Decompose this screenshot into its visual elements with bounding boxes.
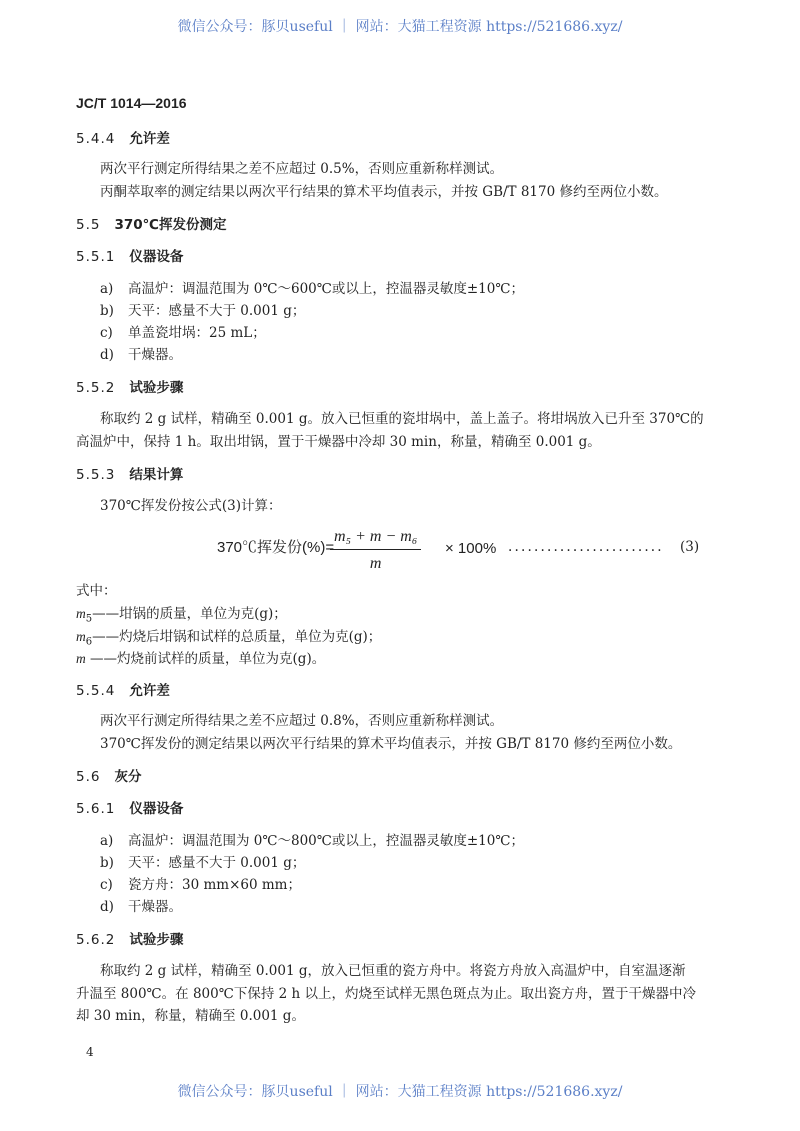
watermark-header: 微信公众号：豚贝useful ｜ 网站：大猫工程资源 https://521686.xyz/ (177, 19, 623, 35)
paragraph: 高温炉中，保持 1 h。取出坩锅，置于干燥器中冷却 30 min，称量，精确至 0.001 g。 (76, 434, 601, 450)
paragraph: 升温至 800℃。在 800℃下保持 2 h 以上，灼烧至试样无黑色斑点为止。取出瓷方舟，置于干燥器中冷 (76, 986, 696, 1002)
page-number: 4 (86, 1045, 94, 1059)
list-item: c) 瓷方舟：30 mm×60 mm； (100, 877, 301, 893)
list-item: b) 天平：感量不大于 0.001 g； (100, 855, 306, 871)
variable-definition: m ——灼烧前试样的质量，单位为克(g)。 (76, 651, 326, 667)
variable-definition: $m_6——$灼烧后坩锅和试样的总质量，单位为克(g)； (76, 629, 382, 648)
heading-5-6-1: 5.6.1 仪器设备 (76, 801, 184, 817)
heading-5-5-3: 5.5.3 结果计算 (76, 467, 184, 483)
heading-5-5: 5.5 370℃挥发份测定 (76, 217, 227, 233)
paragraph: 370℃挥发份的测定结果以两次平行结果的算术平均值表示，并按 GB/T 8170 修约至两位小数。 (100, 736, 682, 752)
heading-5-5-4: 5.5.4 允许差 (76, 683, 170, 699)
formula-factor: × 100% (445, 540, 497, 557)
denominator: m (369, 555, 382, 572)
document-code: JC/T 1014—2016 (76, 95, 187, 111)
paragraph: 两次平行测定所得结果之差不应超过 0.8%，否则应重新称样测试。 (100, 713, 504, 729)
heading-5-6: 5.6 灰分 (76, 769, 142, 785)
list-item: b) 天平：感量不大于 0.001 g； (100, 303, 306, 319)
paragraph: 称取约 2 g 试样，精确至 0.001 g。放入已恒重的瓷坩埚中，盖上盖子。将坩埚放入已升至 370℃的 (100, 411, 704, 427)
formula-lhs: 370℃挥发份(%)= (217, 539, 335, 556)
formula-dots: ........................ (508, 539, 664, 555)
formula-intro: 370℃挥发份按公式(3)计算： (100, 498, 282, 514)
list-item: a) 高温炉：调温范围为 0℃～600℃或以上，控温器灵敏度±10℃； (100, 281, 524, 297)
list-item: d) 干燥器。 (100, 347, 182, 363)
heading-5-6-2: 5.6.2 试验步骤 (76, 932, 184, 948)
formula-fraction (330, 528, 421, 573)
paragraph: 称取约 2 g 试样，精确至 0.001 g，放入已恒重的瓷方舟中。将瓷方舟放入高温炉中，自室温逐渐 (100, 963, 686, 979)
numerator: m₅ + m − m₆ (330, 528, 421, 550)
list-item: a) 高温炉：调温范围为 0℃～800℃或以上，控温器灵敏度±10℃； (100, 833, 524, 849)
list-item: c) 单盖瓷坩埚：25 mL； (100, 325, 266, 341)
watermark-footer: 微信公众号：豚贝useful ｜ 网站：大猫工程资源 https://521686.xyz/ (177, 1084, 623, 1100)
paragraph: 两次平行测定所得结果之差不应超过 0.5%，否则应重新称样测试。 (100, 161, 504, 177)
paragraph: 却 30 min，称量，精确至 0.001 g。 (76, 1008, 305, 1024)
variable-definition: $m_5——$坩锅的质量，单位为克(g)； (76, 606, 287, 625)
equation-number: (3) (680, 539, 700, 555)
heading-5-5-1: 5.5.1 仪器设备 (76, 249, 184, 265)
paragraph: 丙酮萃取率的测定结果以两次平行结果的算术平均值表示，并按 GB/T 8170 修约至两位小数。 (100, 184, 668, 200)
list-item: d) 干燥器。 (100, 899, 182, 915)
heading-5-4-4: 5.4.4 允许差 (76, 131, 170, 147)
heading-5-5-2: 5.5.2 试验步骤 (76, 380, 184, 396)
where-label: 式中： (76, 583, 117, 599)
